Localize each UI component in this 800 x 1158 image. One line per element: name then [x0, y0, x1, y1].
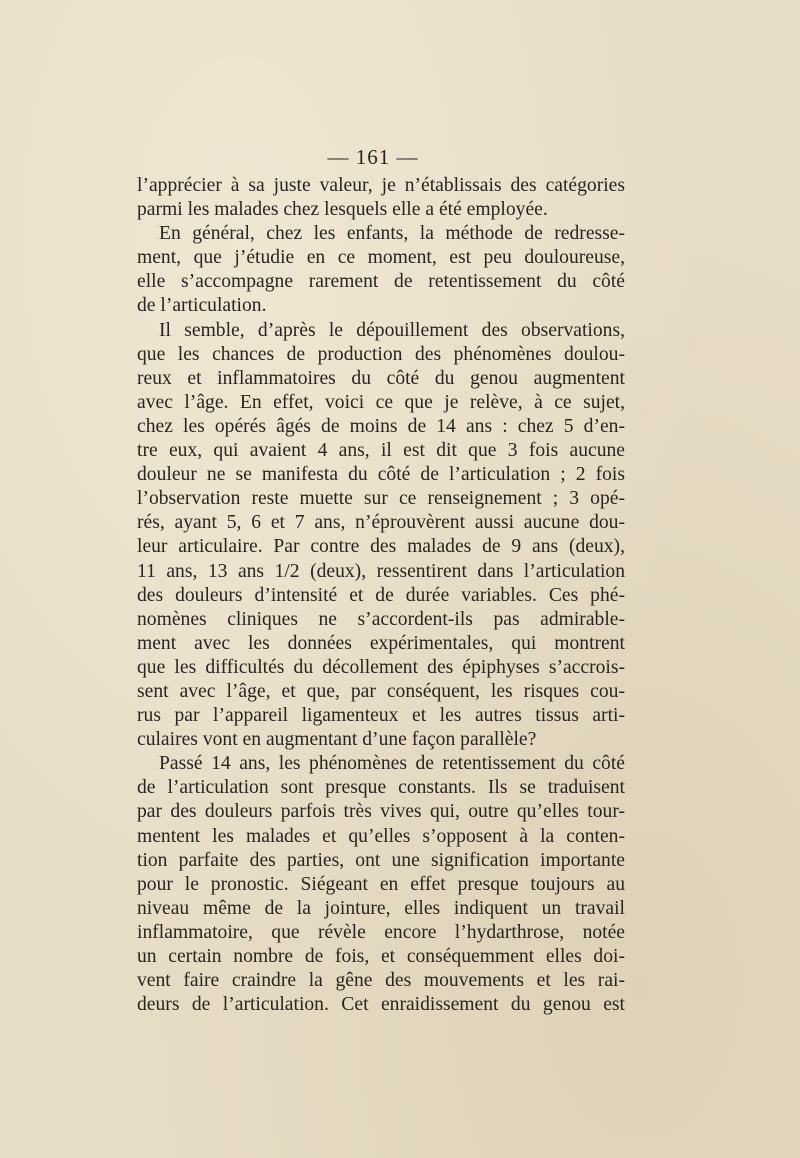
- text-line: inflammatoire, que révèle encore l’hydarthrose, notée: [137, 921, 625, 943]
- text-line: rus par l’appareil ligamenteux et les autres tissus arti-: [137, 705, 625, 727]
- text-line: sent avec l’âge, et que, par conséquent, les risques cou-: [137, 680, 625, 702]
- text-line: de l’articulation.: [137, 295, 267, 317]
- text-line: culaires vont en augmentant d’une façon parallèle?: [137, 729, 537, 751]
- text-line: l’apprécier à sa juste valeur, je n’établissais des catégories: [137, 175, 625, 196]
- text-line: rés, ayant 5, 6 et 7 ans, n’éprouvèrent aussi aucune dou-: [137, 512, 625, 534]
- text-line: parmi les malades chez lesquels elle a été employée.: [137, 199, 548, 221]
- text-line: nomènes cliniques ne s’accordent-ils pas admirable-: [137, 608, 625, 630]
- text-line: tion parfaite des parties, ont une signification importante: [137, 849, 625, 871]
- text-line: elle s’accompagne rarement de retentissement du côté: [137, 271, 625, 293]
- text-line: En général, chez les enfants, la méthode de redresse-: [159, 223, 625, 245]
- text-line: douleur ne se manifesta du côté de l’articulation ; 2 fois: [137, 464, 625, 486]
- body-text: [137, 174, 625, 1017]
- page-number: — 161 —: [327, 145, 419, 169]
- text-line: chez les opérés âgés de moins de 14 ans : chez 5 d’en-: [137, 415, 625, 437]
- text-line: un certain nombre de fois, et conséquemment elles doi-: [137, 946, 625, 967]
- text-line: Il semble, d’après le dépouillement des observations,: [159, 319, 625, 341]
- text-line: l’observation reste muette sur ce renseignement ; 3 opé-: [137, 488, 625, 510]
- text-line: vent faire craindre la gêne des mouvements et les rai-: [137, 970, 625, 992]
- text-line: Passé 14 ans, les phénomènes de retentissement du côté: [159, 753, 625, 775]
- text-line: tre eux, qui avaient 4 ans, il est dit que 3 fois aucune: [137, 440, 625, 462]
- text-line: deurs de l’articulation. Cet enraidissement du genou est: [137, 994, 625, 1016]
- text-line: mentent les malades et qu’elles s’opposent à la conten-: [137, 825, 625, 847]
- text-line: leur articulaire. Par contre des malades de 9 ans (deux),: [137, 536, 625, 558]
- text-line: niveau même de la jointure, elles indiquent un travail: [137, 897, 625, 919]
- text-line: de l’articulation sont presque constants. Ils se traduisent: [137, 777, 625, 799]
- text-line: pour le pronostic. Siégeant en effet presque toujours au: [137, 873, 625, 895]
- text-line: avec l’âge. En effet, voici ce que je relève, à ce sujet,: [137, 391, 625, 413]
- text-line: 11 ans, 13 ans 1/2 (deux), ressentirent dans l’articulation: [137, 560, 625, 582]
- text-line: par des douleurs parfois très vives qui, outre qu’elles tour-: [137, 801, 625, 823]
- text-line: que les chances de production des phénomènes doulou-: [137, 343, 625, 365]
- text-line: ment, que j’étudie en ce moment, est peu douloureuse,: [137, 247, 625, 269]
- text-line: ment avec les données expérimentales, qui montrent: [137, 632, 625, 654]
- text-line: reux et inflammatoires du côté du genou augmentent: [137, 367, 625, 389]
- text-line: que les difficultés du décollement des épiphyses s’accrois-: [137, 656, 625, 678]
- text-line: des douleurs d’intensité et de durée variables. Ces phé-: [137, 584, 625, 606]
